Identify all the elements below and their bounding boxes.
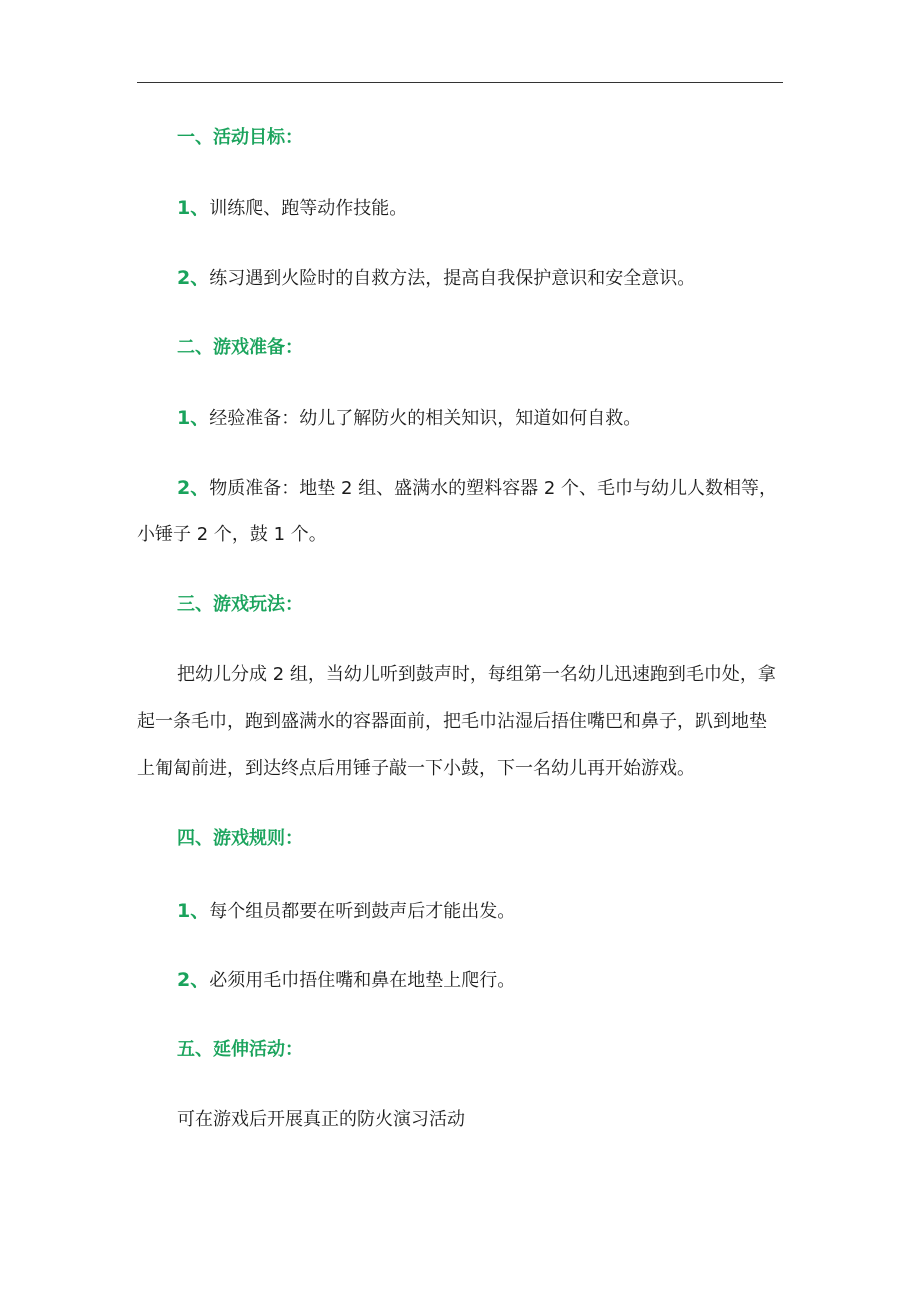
item-text: 练习遇到火险时的自救方法，提高自我保护意识和安全意识。 xyxy=(209,268,696,289)
item-text: 经验准备：幼儿了解防火的相关知识，知道如何自救。 xyxy=(209,408,642,429)
section-heading-gameplay: 三、游戏玩法： xyxy=(177,594,303,615)
paragraph-line: 把幼儿分成 2 组，当幼儿听到鼓声时，每组第一名幼儿迅速跑到毛巾处，拿 xyxy=(177,664,776,685)
list-item xyxy=(177,476,827,501)
paragraph-line: 可在游戏后开展真正的防火演习活动 xyxy=(177,1109,465,1130)
item-text: 必须用毛巾捂住嘴和鼻在地垫上爬行。 xyxy=(209,970,516,991)
item-number: 1、 xyxy=(177,197,210,219)
section-heading-extension: 五、延伸活动： xyxy=(177,1039,303,1060)
top-rule xyxy=(137,82,783,83)
item-text: 每个组员都要在听到鼓声后才能出发。 xyxy=(209,901,516,922)
item-continuation: 小锤子 2 个，鼓 1 个。 xyxy=(137,524,327,545)
list-item xyxy=(177,899,827,924)
paragraph-line: 上匍匐前进，到达终点后用锤子敲一下小鼓，下一名幼儿再开始游戏。 xyxy=(137,758,695,779)
item-text: 训练爬、跑等动作技能。 xyxy=(209,198,408,219)
list-item xyxy=(177,968,827,993)
item-text: 物质准备：地垫 2 组、盛满水的塑料容器 2 个、毛巾与幼儿人数相等， xyxy=(209,478,778,499)
section-heading-preparation: 二、游戏准备： xyxy=(177,337,303,358)
section-heading-goals: 一、活动目标： xyxy=(177,127,303,148)
item-number: 2、 xyxy=(177,477,210,499)
paragraph-line: 起一条毛巾，跑到盛满水的容器面前，把毛巾沾湿后捂住嘴巴和鼻子，趴到地垫 xyxy=(137,711,767,732)
section-heading-rules: 四、游戏规则： xyxy=(177,828,303,849)
item-number: 1、 xyxy=(177,407,210,429)
list-item xyxy=(177,406,827,431)
list-item xyxy=(177,266,827,291)
item-number: 1、 xyxy=(177,900,210,922)
item-number: 2、 xyxy=(177,969,210,991)
list-item xyxy=(177,196,827,221)
item-number: 2、 xyxy=(177,267,210,289)
